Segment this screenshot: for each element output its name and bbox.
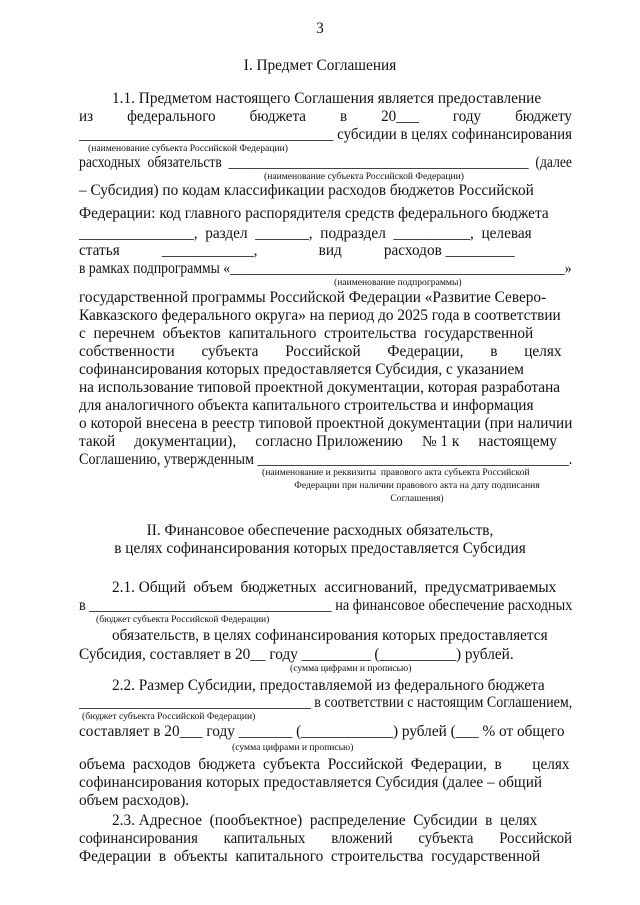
paragraph-line: статья ____________, вид расходов _________ (79, 242, 515, 259)
paragraph-line: софинансирования которых предоставляется Субсидия (далее – общий (79, 774, 543, 791)
paragraph-line: обязательств, в целях софинансирования которых предоставляется (112, 627, 548, 644)
field-note: (сумма цифрами и прописью) (290, 663, 412, 674)
field-note: (наименование субъекта Российской Федерации) (88, 143, 288, 154)
paragraph-line: собственности субъекта Российской Федерации, в целях (79, 343, 562, 360)
page-number: 3 (316, 20, 324, 37)
field-note: (сумма цифрами и прописью) (232, 742, 354, 753)
paragraph-line: Федерации в объекты капитального строительства государственной (79, 848, 541, 865)
section-1-title: I. Предмет Соглашения (243, 57, 397, 74)
paragraph-line: 2.1. Общий объем бюджетных ассигнований, предусматриваемых (112, 579, 557, 596)
paragraph-line: объем расходов). (79, 792, 190, 809)
paragraph-line: 2.3. Адресное (пообъектное) распределение Субсидии в целях (112, 812, 538, 829)
field-note: (наименование субъекта Российской Федерации) (264, 171, 464, 182)
paragraph-line: __________________________________ субсидии в целях софинансирования (79, 126, 573, 143)
field-note: (наименование и реквизиты правового акта субъекта Российской (262, 467, 530, 478)
field-note: (бюджет субъекта Российской Федерации) (96, 614, 270, 625)
paragraph-line: составляет в 20___ году _______ (____________) рублей (___ % от общего (79, 723, 565, 740)
paragraph-line: из федерального бюджета в 20___ году бюджету (79, 108, 572, 125)
paragraph-line: _______________, раздел _______, подраздел __________, целевая (79, 225, 532, 242)
paragraph-line: расходных обязательств ____________________________________________ (далее (79, 154, 572, 171)
paragraph-line: такой документации), согласно Приложению № 1 к настоящему (79, 433, 557, 450)
paragraph-line: Федерации: код главного распорядителя средств федерального бюджета (79, 205, 549, 222)
paragraph-line: _________________________________ в соответствии с настоящим Соглашением, (79, 694, 573, 711)
paragraph-line: – Субсидия) по кодам классификации расходов бюджетов Российской (79, 182, 534, 199)
paragraph-line: государственной программы Российской Федерации «Развитие Северо- (79, 289, 547, 306)
paragraph-line: для аналогичного объекта капитального строительства и информация (79, 397, 534, 414)
paragraph-line: 1.1. Предметом настоящего Соглашения является предоставление (112, 90, 542, 107)
paragraph-line: 2.2. Размер Субсидии, предоставляемой из федерального бюджета (112, 677, 545, 694)
paragraph-line: объема расходов бюджета субъекта Российской Федерации, в целях (79, 756, 570, 773)
paragraph-line: о которой внесена в реестр типовой проектной документации (при наличии (79, 415, 573, 432)
section-2-title: II. Финансовое обеспечение расходных обязательств, (146, 522, 494, 539)
paragraph-line: в __________________________________ на финансовое обеспечение расходных (79, 597, 573, 614)
paragraph-line: в рамках подпрограммы «_________________________________________________» (79, 260, 572, 277)
field-note: (наименование подпрограммы) (334, 277, 462, 288)
paragraph-line: софинансирования капитальных вложений субъекта Российской (79, 830, 573, 847)
field-note: Федерации при наличии правового акта на дату подписания (294, 480, 540, 491)
paragraph-line: Соглашению, утвержденным ____________________________________________. (79, 451, 573, 468)
field-note: Соглашения) (390, 493, 444, 504)
field-note: (бюджет субъекта Российской Федерации) (82, 711, 256, 722)
section-2-title: в целях софинансирования которых предоставляется Субсидия (114, 540, 526, 557)
paragraph-line: Кавказского федерального округа» на период до 2025 года в соответствии (79, 307, 561, 324)
paragraph-line: софинансирования которых предоставляется Субсидия, с указанием (79, 361, 524, 378)
paragraph-line: с перечнем объектов капитального строительства государственной (79, 325, 534, 342)
paragraph-line: на использование типовой проектной документации, которая разработана (79, 379, 561, 396)
paragraph-line: Субсидия, составляет в 20__ году _________ (__________) рублей. (79, 646, 514, 663)
